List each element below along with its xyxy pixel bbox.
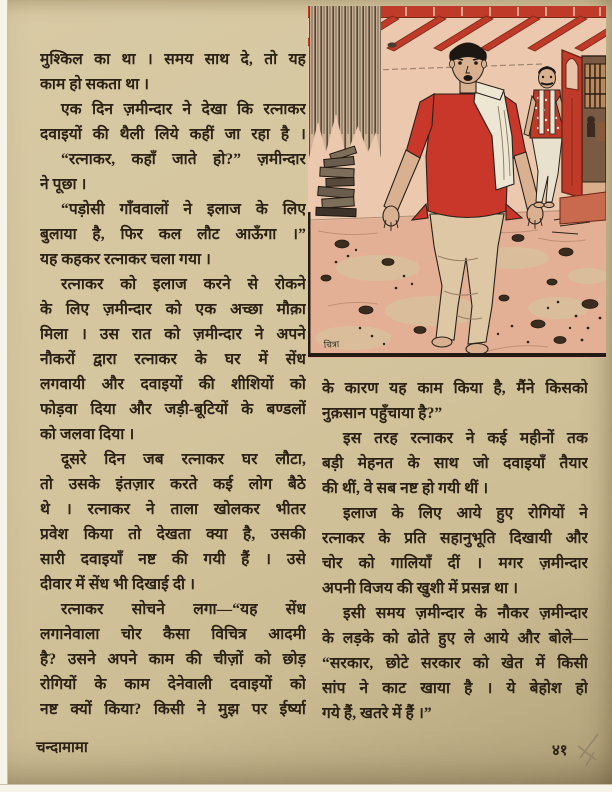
- story-text-line: फोड़वा दिया और जड़ी-बूटियों के बण्डलों: [40, 401, 306, 418]
- story-text-line: रत्नाकर सोचने लगा—“यह सेंध: [61, 601, 306, 618]
- story-text-line: इस तरह रत्नाकर ने कई महीनों तक: [343, 430, 588, 447]
- story-text-line: काम हो सकता था ।: [40, 76, 150, 93]
- story-text-line: बुलाया है, फिर कल लौट आऊँगा ।”: [40, 226, 306, 243]
- story-illustration: [308, 6, 606, 360]
- footer-page-number: ४१: [552, 743, 568, 759]
- story-text-line: इलाज के लिए आये हुए रोगियों ने: [343, 505, 588, 522]
- footer-magazine-title: चन्दामामा: [36, 740, 88, 756]
- story-text-line: मिला । उस रात को ज़मीन्दार ने अपने: [40, 326, 306, 343]
- story-text-line: है? उसने अपने काम की चीज़ों को छोड़: [40, 651, 306, 668]
- story-text-line: प्रवेश किया तो देखता क्या है, उसकी: [40, 526, 306, 543]
- illustration-border-left: [308, 212, 311, 357]
- story-text-line: लगवायी और दवाइयों की शीशियों को: [40, 376, 306, 393]
- story-text-line: लगानेवाला चोर कैसा विचित्र आदमी: [40, 626, 306, 643]
- story-text-line: इसी समय ज़मीन्दार के नौकर ज़मीन्दार: [343, 605, 588, 622]
- story-text-line: के लिए ज़मीन्दार को एक अच्छा मौक़ा: [40, 301, 306, 318]
- wall-smudge: [388, 42, 397, 47]
- story-text-line: सांप ने काट खाया है । ये बेहोश हो: [322, 680, 588, 697]
- story-text-line: “पड़ोसी गाँववालों ने इलाज के लिए: [61, 201, 306, 218]
- story-column-right: [322, 376, 588, 726]
- story-text-line: रत्नाकर को इलाज करने से रोकने: [61, 276, 306, 293]
- story-text-line: नौकरों द्वारा रत्नाकर के घर में सेंध: [40, 351, 306, 368]
- story-text-line: रोगियों के काम देनेवाली दवाइयों को: [40, 676, 306, 693]
- story-text-line: की थीं, वे सब नष्ट हो गयी थीं ।: [322, 480, 489, 497]
- doorway: [560, 50, 606, 224]
- story-text-line: बड़ी मेहनत के साथ जो दवाइयाँ तैयार: [322, 455, 588, 472]
- story-text-line: को जलवा दिया ।: [40, 426, 135, 443]
- story-text-line: यह कहकर रत्नाकर चला गया ।: [40, 251, 212, 268]
- story-text-line: ने पूछा ।: [40, 176, 87, 193]
- story-text-line: दूसरे दिन जब रत्नाकर घर लौटा,: [61, 451, 306, 468]
- story-text-line: के लड़के को ढोते हुए ले आये और बोले—: [322, 630, 588, 647]
- story-column-left: [40, 47, 306, 722]
- story-text-line: चोर को गालियाँ दीं । मगर ज़मीन्दार: [322, 555, 588, 572]
- story-text-line: एक दिन ज़मीन्दार ने देखा कि रत्नाकर: [61, 101, 306, 118]
- story-text-line: नष्ट क्यों किया? किसी ने मुझ पर ईर्ष्या: [40, 701, 306, 718]
- story-text-line: गये हैं, खतरे में हैं ।”: [322, 705, 432, 722]
- story-text-line: के कारण यह काम किया है, मैंने किसको: [322, 380, 588, 397]
- story-text-line: “सरकार, छोटे सरकार को खेत में किसी: [322, 655, 588, 672]
- story-text-line: रत्नाकर के प्रति सहानुभूति दिखायी और: [322, 530, 588, 547]
- story-text-line: दवाइयों की थैली लिये कहीं जा रहा है ।: [40, 126, 306, 143]
- story-text-line: तो उसके इंतज़ार करते कई लोग बैठे: [40, 476, 306, 493]
- page-left-edge: [0, 0, 8, 792]
- artist-signature: चित्रा: [323, 338, 340, 350]
- pencil-mark: [572, 728, 606, 768]
- story-text-line: “रत्नाकर, कहाँ जाते हो?” ज़मीन्दार: [61, 151, 306, 168]
- story-text-line: दीवार में सेंध भी दिखाई दी ।: [40, 576, 196, 593]
- story-text-line: अपनी विजय की खुशी में प्रसन्न था ।: [322, 580, 519, 597]
- page-bottom-edge: [0, 784, 612, 792]
- story-text-line: थे । रत्नाकर ने ताला खोलकर भीतर: [40, 501, 306, 518]
- illustration-border-bottom: [308, 353, 606, 357]
- story-text-line: नुक़सान पहुँचाया है?”: [322, 405, 443, 422]
- story-text-line: सारी दवाइयाँ नष्ट की गयी हैं । उसे: [40, 551, 306, 568]
- story-text-line: मुश्किल का था । समय साथ दे, तो यह: [40, 51, 306, 68]
